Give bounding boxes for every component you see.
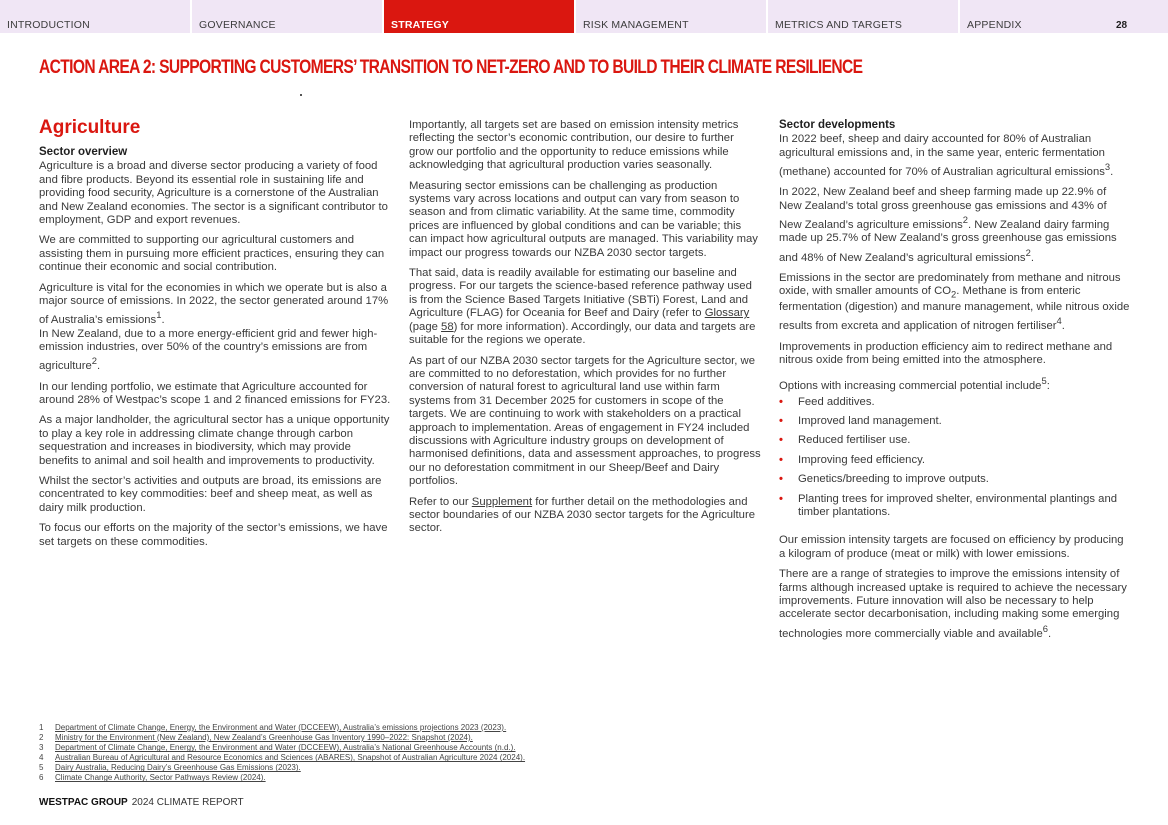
sector-heading: Agriculture xyxy=(39,117,141,138)
action-area-title: ACTION AREA 2: SUPPORTING CUSTOMERS’ TRANSITION TO NET-ZERO AND TO BUILD THEIR CLIMATE RESILIENCE xyxy=(39,56,863,78)
footnote-link[interactable]: Dairy Australia, Reducing Dairy’s Greenhouse Gas Emissions (2023). xyxy=(55,763,301,773)
list-item-text: Planting trees for improved shelter, environmental plantings and timber plantations. xyxy=(798,492,1118,519)
paragraph: In 2022, New Zealand beef and sheep farming made up 22.9% of New Zealand’s total gross greenhouse gas emissions and 43% of New Zealand’s agriculture emissions$^2$. New Zealand dairy farming made up 25.7% of New Zealand’s gross greenhouse gas emissions and 48% of New Zealand’s agricultural emissions$^2$. xyxy=(779,186,1117,264)
bullet-icon: • xyxy=(779,453,783,466)
footnote-link[interactable]: Climate Change Authority, Sector Pathways Review (2024). xyxy=(55,773,266,783)
paragraph: In 2022 beef, sheep and dairy accounted for 80% of Australian agricultural emissions and, in the same year, enteric fermentation (methane) accounted for 70% of Australian agricultural emissions$^3$. xyxy=(779,133,1114,178)
text: There are a range of strategies to improve the emissions intensity of farms although increased uptake is required to achieve the necessary improvements. Future innovation will also be necessary to help accelerate sector decarbonisation, including making some emerging technologies more commercially viable and available xyxy=(779,568,1127,640)
supplement-link[interactable]: Supplement xyxy=(471,495,533,508)
footnote-number: 4 xyxy=(39,753,44,763)
footnotes xyxy=(39,723,525,784)
paragraph: Whilst the sector’s activities and outputs are broad, its emissions are concentrated to key commodities: beef and sheep meat, as well as dairy milk production. xyxy=(39,475,382,514)
list-item xyxy=(779,415,1131,428)
brand-name: WESTPAC GROUP xyxy=(39,797,128,808)
bullet-icon: • xyxy=(779,414,783,427)
column-targets xyxy=(409,119,761,543)
footnote-number: 5 xyxy=(39,763,44,773)
footnote-number: 1 xyxy=(39,723,44,732)
footnote-number: 3 xyxy=(39,743,44,753)
column-sector-developments xyxy=(779,119,1131,648)
footnote-ref[interactable]: 5 xyxy=(1041,375,1047,387)
list-item xyxy=(779,493,1131,520)
text: New Zealand dairy farming made up 25.7% of New Zealand’s gross greenhouse gas emissions and 48% of New Zealand’s agricultural emissions xyxy=(779,218,1117,264)
footnote xyxy=(39,763,525,773)
footnote-ref[interactable]: 2 xyxy=(91,355,97,367)
footnote-number: 2 xyxy=(39,733,44,743)
list-item xyxy=(779,396,1131,409)
sector-overview-heading: Sector overview xyxy=(39,146,128,158)
footnote-ref[interactable]: 2 xyxy=(962,214,968,226)
paragraph: Emissions in the sector are predominately from methane and nitrous oxide, with smaller amounts of $CO_2$. Methane is from enteric fermentation (digestion) and manure management, while nitrous oxide results from excreta and application of nitrogen fertiliser$^4$. xyxy=(779,271,1130,333)
list-item-text: Feed additives. xyxy=(798,395,875,408)
paragraph: Options with increasing commercial potential include$^5$: xyxy=(779,375,1050,393)
paragraph: Importantly, all targets set are based on emission intensity metrics reflecting the sector’s economic contribution, our desire to further grow our portfolio and the opportunity to reduce emissions while acknowledging that agricultural production varies seasonally. xyxy=(409,119,739,172)
options-list xyxy=(779,396,1131,520)
list-item-text: Reduced fertiliser use. xyxy=(798,434,911,447)
footnote-ref[interactable]: 6 xyxy=(1042,622,1048,634)
text: Options with increasing commercial potential include xyxy=(779,380,1042,393)
bullet-icon: • xyxy=(779,473,783,486)
paragraph: Measuring sector emissions can be challenging as production systems vary across locations and output can vary from season to season and from climatic variability. At the same time, commodity prices are influenced by global conditions and can be variable; this can impact how agricultural outputs are managed. This variability may impact our progress towards our NZBA 2030 sector targets. xyxy=(409,179,758,259)
footnote xyxy=(39,773,525,783)
footnote xyxy=(39,753,525,763)
nav-tab-appendix[interactable]: APPENDIX xyxy=(960,0,1168,33)
footnote-ref[interactable]: 3 xyxy=(1104,161,1111,173)
subscript: 2 xyxy=(951,288,957,300)
paragraph: Agriculture is a broad and diverse sector producing a variety of food and fibre products. Beyond its essential role in sustaining life and providing food security, Agriculture is a cornerstone of the Australian and New Zealand economies. The sector is a significant contributor to employment, GDP and export revenues. xyxy=(39,160,388,227)
text: . Methane is from enteric fermentation (digestion) and manure management, while nitrous oxide results from excreta and application of nitrogen fertiliser xyxy=(779,285,1130,333)
list-item xyxy=(779,454,1131,467)
paragraph: Improvements in production efficiency aim to redirect methane and nitrous oxide from being emitted into the atmosphere. xyxy=(779,340,1113,366)
bullet-icon: • xyxy=(779,492,783,505)
text: In New Zealand, due to a more energy-efficient grid and fewer high-emission industries, over 50% of the country’s emissions are from agriculture xyxy=(39,327,378,373)
page-number: 28 xyxy=(1116,20,1128,31)
glossary-page-link[interactable]: 58 xyxy=(441,320,454,333)
footnote-ref[interactable]: 1 xyxy=(156,309,162,321)
decorative-dot xyxy=(300,94,302,96)
section-nav xyxy=(0,0,1168,33)
text: Agriculture is vital for the economies in which we operate but is also a major source of emissions. In 2022, the sector generated around 17% of Australia’s emissions xyxy=(39,281,389,327)
paragraph: Agriculture is vital for the economies in which we operate but is also a major source of emissions. In 2022, the sector generated around 17% of Australia’s emissions$^1$. In New Zealand, due to a more energy-efficient grid and fewer high-emission industries, over 50% of the country’s emissions are from agriculture$^2$. xyxy=(39,281,389,373)
paragraph xyxy=(409,496,761,536)
list-item xyxy=(779,434,1131,447)
footnote-link[interactable]: Ministry for the Environment (New Zealand), New Zealand’s Greenhouse Gas Inventory 1990–2022: Snapshot (2024). xyxy=(55,733,473,743)
paragraph: To focus our efforts on the majority of the sector’s emissions, we have set targets on these commodities. xyxy=(39,522,388,548)
nav-tab-governance[interactable]: GOVERNANCE xyxy=(192,0,384,33)
text: In 2022 beef, sheep and dairy accounted for 80% of Australian agricultural emissions and, in the same year, enteric fermentation (methane) accounted for 70% of Australian agricultural emissions xyxy=(779,133,1105,178)
nav-tab-metrics-and-targets[interactable]: METRICS AND TARGETS xyxy=(768,0,960,33)
paragraph: There are a range of strategies to improve the emissions intensity of farms although increased uptake is required to achieve the necessary improvements. Future innovation will also be necessary to help accelerate sector decarbonisation, including making some emerging technologies more commercially viable and available$^6$. xyxy=(779,568,1127,640)
text: (page xyxy=(409,320,442,333)
text: ) for more information). Accordingly, our data and targets are suitable for the regions we operate. xyxy=(409,320,756,347)
footnote-ref[interactable]: 2 xyxy=(1025,246,1031,258)
nav-tab-introduction[interactable]: INTRODUCTION xyxy=(0,0,192,33)
footer-brand xyxy=(39,797,244,808)
paragraph xyxy=(409,267,761,347)
text: That said, data is readily available for estimating our baseline and progress. For our targets the science-based reference pathway used is from the Science Based Targets Initiative (SBTi) Forest, Land and Agriculture (FLAG) for Oceania for Beef and Dairy (refer to xyxy=(409,267,752,320)
text: for further detail on the methodologies and sector boundaries of our NZBA 2030 sector targets for the Agriculture sector. xyxy=(409,495,755,535)
sector-developments-heading: Sector developments xyxy=(779,119,896,131)
paragraph: We are committed to supporting our agricultural customers and assisting them in pursuing more efficient practices, ensuring they can continue their economic and social contribution. xyxy=(39,234,385,274)
paragraph: As a major landholder, the agricultural sector has a unique opportunity to play a key role in addressing climate change through carbon sequestration and increases in biodiversity, which may provide benefits to animal and soil health and improvements to productivity. xyxy=(39,414,390,467)
footnote-ref[interactable]: 4 xyxy=(1056,315,1062,327)
bullet-icon: • xyxy=(779,395,783,408)
footnote-number: 6 xyxy=(39,773,44,783)
list-item xyxy=(779,473,1131,486)
footnote xyxy=(39,743,525,753)
list-item-text: Improved land management. xyxy=(798,414,942,427)
paragraph: In our lending portfolio, we estimate that Agriculture accounted for around 28% of Westpac’s scope 1 and 2 financed emissions for FY23. xyxy=(39,380,391,407)
report-name: 2024 CLIMATE REPORT xyxy=(131,797,244,808)
footnote-link[interactable]: Department of Climate Change, Energy, the Environment and Water (DCCEEW), Australia’s National Greenhouse Accounts (n.d.). xyxy=(55,743,516,753)
glossary-link[interactable]: Glossary xyxy=(704,307,750,320)
paragraph: Our emission intensity targets are focused on efficiency by producing a kilogram of produce (meat or milk) with lower emissions. xyxy=(779,534,1124,560)
bullet-icon: • xyxy=(779,434,783,447)
footnote-link[interactable]: Department of Climate Change, Energy, the Environment and Water (DCCEEW), Australia’s emissions projections 2023 (2023). xyxy=(55,723,507,732)
text: In 2022, New Zealand beef and sheep farming made up 22.9% of New Zealand’s total gross greenhouse gas emissions and 43% of New Zealand’s agriculture emissions xyxy=(779,186,1107,231)
text: Refer to our xyxy=(409,495,472,508)
list-item-text: Improving feed efficiency. xyxy=(798,453,926,466)
column-agriculture xyxy=(39,117,391,556)
nav-tab-risk-management[interactable]: RISK MANAGEMENT xyxy=(576,0,768,33)
footnote xyxy=(39,733,525,743)
text: Emissions in the sector are predominately from methane and nitrous oxide, with smaller amounts of CO xyxy=(779,271,1121,298)
footnote-link[interactable]: Australian Bureau of Agricultural and Resource Economics and Sciences (ABARES), Snapshot of Australian Agriculture 2024 (2024). xyxy=(55,753,526,763)
paragraph: As part of our NZBA 2030 sector targets for the Agriculture sector, we are committed to no deforestation, which provides for no further conversion of natural forest to agricultural land use within farm systems from 31 December 2025 for customers in scope of the targets. We are continuing to work with stakeholders on a practical approach to implementation. Areas of engagement in FY24 included discussions with Agriculture industry groups on development of harmonised definitions, data and assessment approaches, to progress our no deforestation commitment in our Sheep/Beef and Dairy portfolios. xyxy=(409,354,761,488)
footnote xyxy=(39,723,525,733)
list-item-text: Genetics/breeding to improve outputs. xyxy=(798,473,989,486)
nav-tab-strategy[interactable]: STRATEGY xyxy=(384,0,576,33)
